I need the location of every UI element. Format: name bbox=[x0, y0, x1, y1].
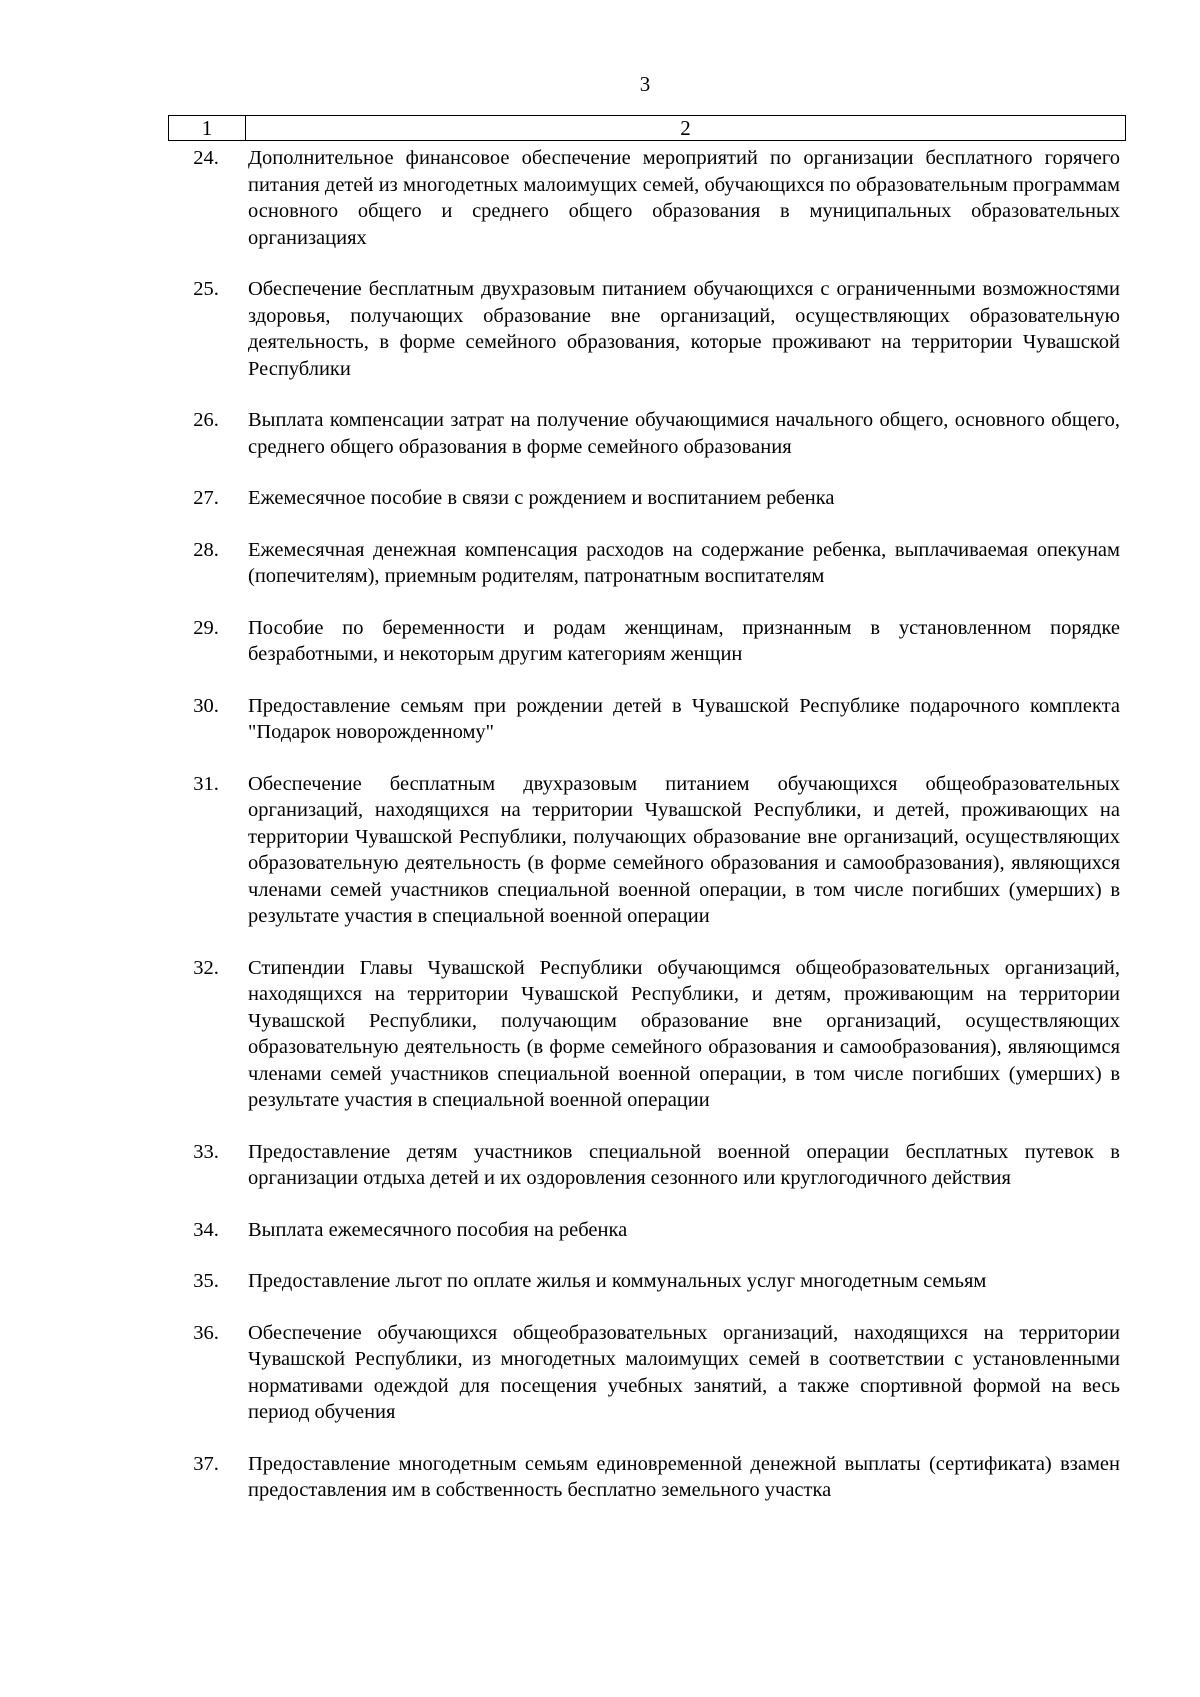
table-header bbox=[168, 115, 1126, 141]
item-text: Предоставление семьям при рождении детей в Чувашской Республике подарочного комплекта "Подарок новорожденному" bbox=[248, 694, 1120, 743]
list-item bbox=[168, 955, 1126, 1114]
item-number: 27. bbox=[193, 487, 219, 509]
item-text: Ежемесячная денежная компенсация расходов на содержание ребенка, выплачиваемая опекунам (попечителям), приемным родителям, патронатным воспитателям bbox=[248, 538, 1120, 587]
item-number: 35. bbox=[193, 1270, 219, 1292]
item-number: 34. bbox=[193, 1218, 219, 1241]
list-item bbox=[168, 1268, 1126, 1295]
list-item bbox=[168, 615, 1126, 668]
table-header-col-2: 2 bbox=[680, 116, 691, 140]
list-item bbox=[168, 485, 1126, 512]
item-text: Дополнительное финансовое обеспечение мероприятий по организации бесплатного горячего питания детей из многодетных малоимущих семей, обучающихся по образовательным программам основного общего и среднего общего образования в муниципальных образовательных организациях bbox=[248, 147, 1120, 249]
list-item bbox=[168, 1451, 1126, 1504]
item-number: 33. bbox=[193, 1140, 219, 1163]
list-item bbox=[168, 1139, 1126, 1192]
list-item bbox=[168, 145, 1126, 251]
item-text: Предоставление льгот по оплате жилья и коммунальных услуг многодетным семьям bbox=[248, 1270, 987, 1292]
item-text: Ежемесячное пособие в связи с рождением и воспитанием ребенка bbox=[248, 487, 835, 509]
item-number: 24. bbox=[193, 147, 219, 169]
item-text: Обеспечение обучающихся общеобразовательных организаций, находящихся на территории Чувашской Республики, из многодетных малоимущих семей в соответствии с установленными нормативами одеждой для посещения учебных занятий, а также спортивной формой на весь период обучения bbox=[248, 1321, 1120, 1423]
list-item bbox=[168, 1320, 1126, 1426]
item-text: Обеспечение бесплатным двухразовым питанием обучающихся общеобразовательных организаций, находящихся на территории Чувашской Республики, и детей, проживающих на территории Чувашской Республики, получающих образование вне организаций, осуществляющих образовательную деятельность (в форме семейного образования и самообразования), являющихся членами семей участников специальной военной операции, в том числе погибших (умерших) в результате участия в специальной военной операции bbox=[248, 772, 1120, 927]
table-header-col-1: 1 bbox=[169, 116, 246, 140]
item-number: 29. bbox=[193, 616, 219, 639]
item-number: 37. bbox=[193, 1452, 219, 1475]
item-number: 25. bbox=[193, 278, 219, 300]
item-text: Обеспечение бесплатным двухразовым питанием обучающихся с ограниченными возможностями здоровья, получающих образование вне организаций, осуществляющих образовательную деятельность, в форме семейного образования, которые проживают на территории Чувашской Республики bbox=[248, 278, 1120, 380]
list-item bbox=[168, 1217, 1126, 1244]
item-number: 36. bbox=[193, 1321, 219, 1344]
item-text: Пособие по беременности и родам женщинам, признанным в установленном порядке безработными, и некоторым другим категориям женщин bbox=[248, 616, 1120, 665]
item-number: 32. bbox=[193, 956, 219, 979]
item-text: Выплата ежемесячного пособия на ребенка bbox=[248, 1218, 628, 1241]
list-item bbox=[168, 537, 1126, 590]
page-number: 3 bbox=[639, 72, 651, 96]
list-item bbox=[168, 276, 1126, 382]
item-number: 31. bbox=[193, 772, 219, 795]
items-list bbox=[168, 145, 1126, 1529]
list-item bbox=[168, 693, 1126, 746]
item-number: 28. bbox=[193, 538, 219, 561]
list-item bbox=[168, 771, 1126, 930]
item-number: 30. bbox=[193, 694, 219, 717]
item-text: Предоставление многодетным семьям единовременной денежной выплаты (сертификата) взамен предоставления им в собственность бесплатно земельного участка bbox=[248, 1452, 1120, 1501]
item-text: Выплата компенсации затрат на получение обучающимися начального общего, основного общего, среднего общего образования в форме семейного образования bbox=[248, 409, 1120, 458]
item-number: 26. bbox=[193, 409, 219, 431]
item-text: Предоставление детям участников специальной военной операции бесплатных путевок в организации отдыха детей и их оздоровления сезонного или круглогодичного действия bbox=[248, 1140, 1120, 1189]
item-text: Стипендии Главы Чувашской Республики обучающимся общеобразовательных организаций, находящихся на территории Чувашской Республики, и детям, проживающим на территории Чувашской Республики, получающим образование вне организаций, осуществляющих образовательную деятельность (в форме семейного образования и самообразования), являющимся членами семей участников специальной военной операции, в том числе погибших (умерших) в результате участия в специальной военной операции bbox=[248, 956, 1120, 1111]
list-item bbox=[168, 407, 1126, 460]
